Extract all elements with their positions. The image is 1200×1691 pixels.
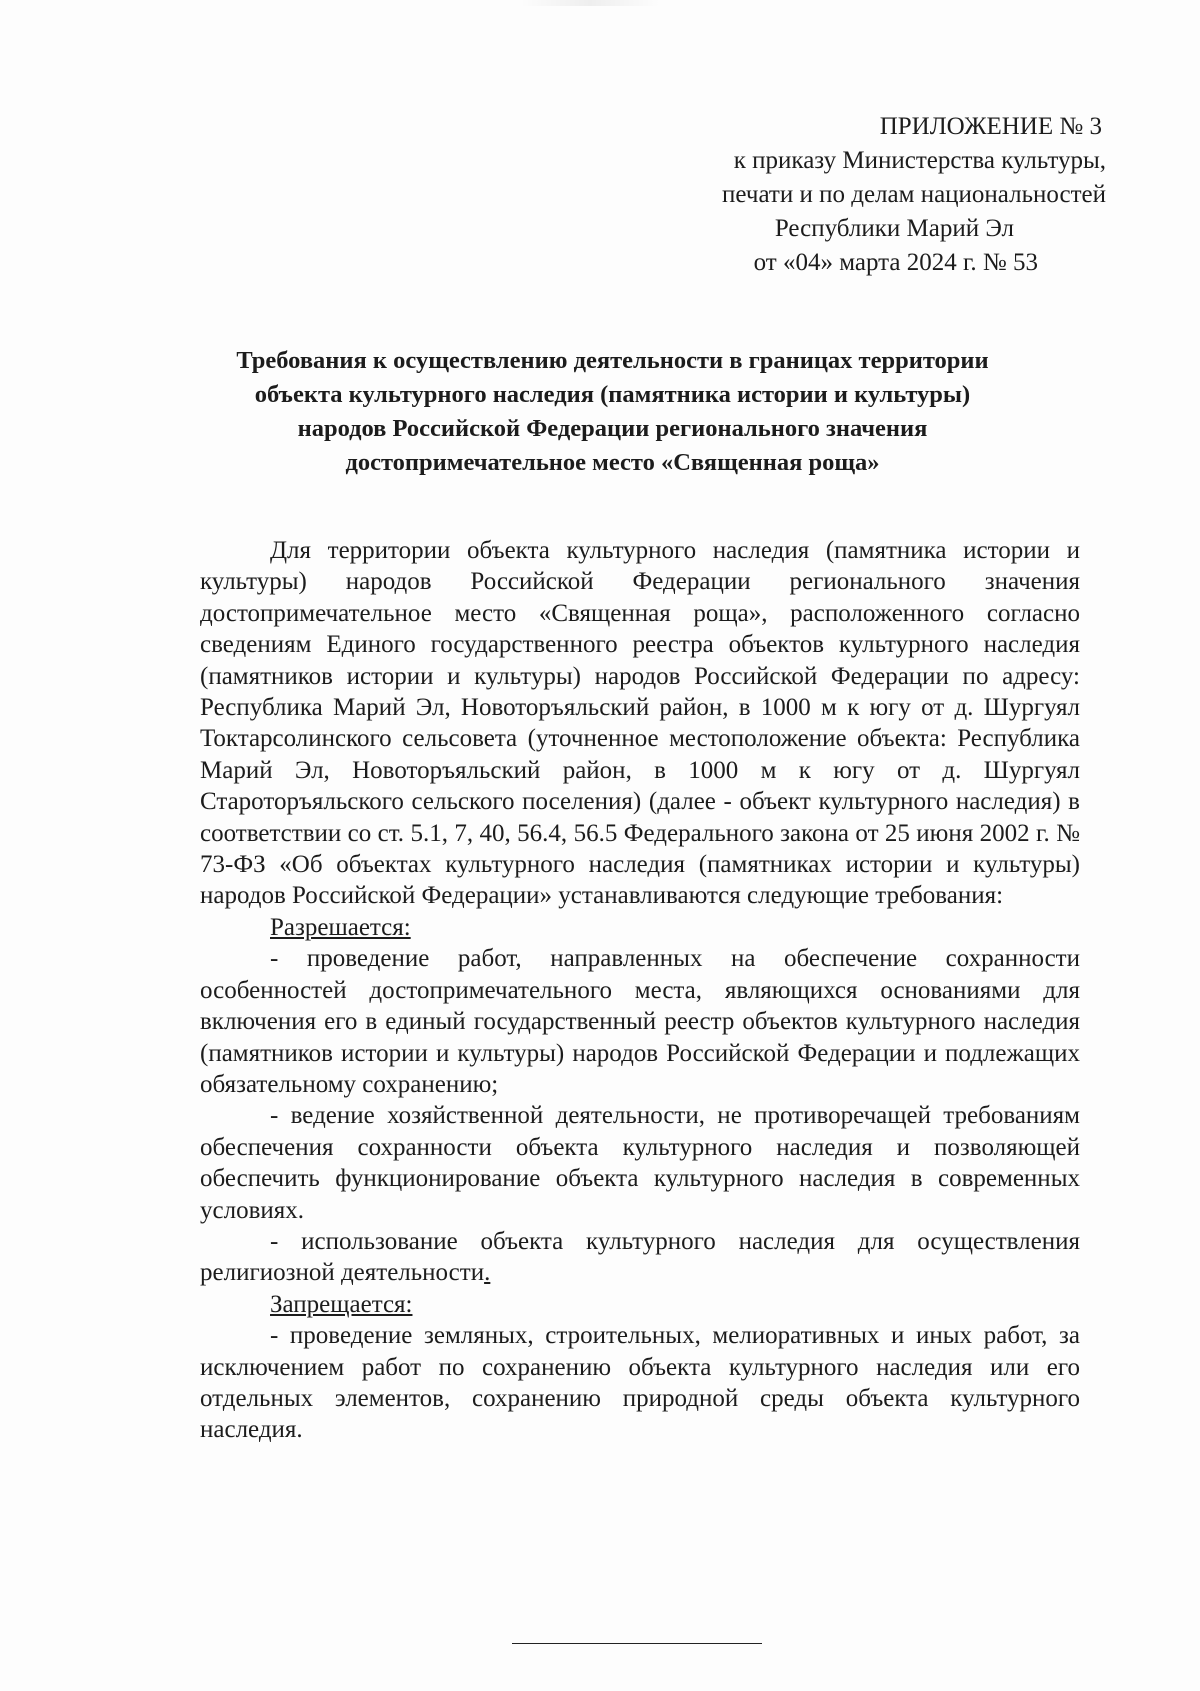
allowed-heading-text: Разрешается: [270,913,411,941]
allowed-item: - проведение работ, направленных на обеспечение сохранности особенностей достопримечательного места, являющихся основаниями для включения его в единый государственный реестр объектов культурного наследия (памятников истории и культуры) народов Российской Федерации и подлежащих обязательному сохранению; [200,945,1080,1098]
appendix-republic: Республики Марий Эл [774,215,1014,242]
scan-artifact [520,0,660,6]
document-body [200,535,1080,1446]
title-line: народов Российской Федерации регионального значения [297,415,928,442]
appendix-ministry: печати и по делам национальностей [722,181,1106,208]
title-line: достопримечательное место «Священная роща» [345,449,880,476]
forbidden-item: - проведение земляных, строительных, мелиоративных и иных работ, за исключением работ по сохранению объекта культурного наследия или его отдельных элементов, сохранению природной среды объекта культурного наследия. [200,1322,1080,1444]
allowed-item: - ведение хозяйственной деятельности, не противоречащей требованиям обеспечения сохранности объекта культурного наследия и позволяющей обеспечить функционирование объекта культурного наследия в современных условиях. [200,1102,1080,1224]
title-line: Требования к осуществлению деятельности в границах территории [236,347,989,374]
forbidden-heading-text: Запрещается: [270,1290,413,1318]
appendix-header [646,110,1106,280]
forbidden-heading [200,1289,1080,1320]
appendix-date: от «04» марта 2024 г. № 53 [753,249,1038,276]
allowed-item-end: . [484,1259,491,1287]
allowed-item [200,1226,1080,1289]
document-title [150,344,1075,480]
title-line: объекта культурного наследия (памятника истории и культуры) [254,381,971,408]
allowed-heading [200,912,1080,943]
closing-rule [512,1643,762,1644]
intro-paragraph: Для территории объекта культурного наследия (памятника истории и культуры) народов Российской Федерации регионального значения достопримечательное место «Священная роща», расположенного согласно сведениям Единого государственного реестра объектов культурного наследия (памятников истории и культуры) народов Российской Федерации по адресу: Республика Марий Эл, Новоторъяльский район, в 1000 м к югу от д. Шургуял Токтарсолинского сельсовета (уточненное местоположение объекта: Республика Марий Эл, Новоторъяльский район, в 1000 м к югу от д. Шургуял Староторъяльского сельского поселения) (далее - объект культурного наследия) в соответствии со ст. 5.1, 7, 40, 56.4, 56.5 Федерального закона от 25 июня 2002 г. № 73-ФЗ «Об объектах культурного наследия (памятниках истории и культуры) народов Российской Федерации» устанавливаются следующие требования: [200,537,1080,910]
appendix-order-ref: к приказу Министерства культуры, [733,147,1106,174]
allowed-item-text: - использование объекта культурного наследия для осуществления религиозной деятельности [200,1227,1080,1287]
appendix-number: ПРИЛОЖЕНИЕ № 3 [879,113,1102,140]
